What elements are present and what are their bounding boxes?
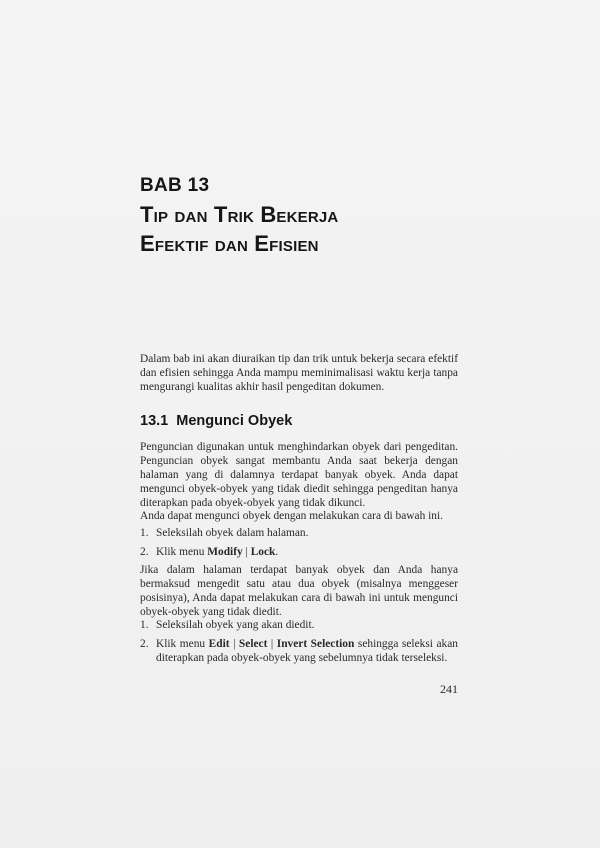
menu-edit: Edit (208, 638, 230, 650)
list-item (140, 545, 458, 559)
section-title: Mengunci Obyek (176, 413, 293, 429)
steps-list-2 (140, 618, 458, 665)
section-number: 13.1 (140, 413, 169, 429)
list-item (140, 526, 458, 540)
menu-invert-selection: Invert Selection (276, 638, 355, 650)
chapter-title-line-1: Tip dan Trik Bekerja (140, 202, 339, 227)
list-item-suffix: sehingga seleksi akan diterapkan pada obyek-obyek yang sebelumnya tidak terseleksi. (156, 638, 458, 664)
list-item-suffix: . (275, 546, 279, 558)
paragraph-1: Penguncian digunakan untuk menghindarkan obyek dari pengeditan. Penguncian obyek sangat membantu Anda saat bekerja dengan halaman yang di dalamnya terdapat banyak obyek. Anda dapat mengunci obyek-obyek yang tidak diedit sehingga pengeditan hanya diterapkan pada obyek-obyek yang tidak dikunci. (140, 441, 458, 509)
page-number: 241 (440, 682, 458, 696)
list-item-prefix: Klik menu (156, 546, 208, 558)
list-item (140, 618, 458, 632)
list-number: 1. (140, 619, 149, 631)
paragraph-2: Anda dapat mengunci obyek dengan melakukan cara di bawah ini. (140, 510, 444, 522)
paragraph-3: Jika dalam halaman terdapat banyak obyek dan Anda hanya bermaksud mengedit satu atau dua obyek (misalnya menggeser posisinya), Anda dapat melakukan cara di bawah ini untuk mengunci obyek-obyek yang tidak diedit. (140, 564, 458, 618)
menu-modify: Modify (207, 546, 243, 558)
steps-list-1 (140, 526, 458, 559)
list-item-prefix: Klik menu (156, 638, 209, 650)
list-number: 2. (140, 638, 149, 650)
menu-separator: | (229, 638, 239, 650)
menu-lock: Lock (250, 546, 276, 558)
chapter-title-line-2: Efektif dan Efisien (140, 231, 319, 256)
chapter-label: BAB 13 (140, 175, 210, 196)
list-number: 2. (140, 546, 149, 558)
list-number: 1. (140, 527, 149, 539)
menu-separator: | (267, 638, 277, 650)
menu-separator: | (242, 546, 251, 558)
list-item (140, 637, 458, 665)
intro-paragraph: Dalam bab ini akan diuraikan tip dan trik untuk bekerja secara efektif dan efisien sehingga Anda mampu meminimalisasi waktu kerja tanpa mengurangi kualitas akhir hasil pengeditan dokumen. (140, 353, 458, 393)
section-heading (140, 413, 292, 429)
menu-select: Select (238, 638, 268, 650)
list-item-text: Seleksilah obyek yang akan diedit. (156, 619, 315, 631)
chapter-title (140, 200, 470, 258)
list-item-text: Seleksilah obyek dalam halaman. (156, 527, 309, 539)
